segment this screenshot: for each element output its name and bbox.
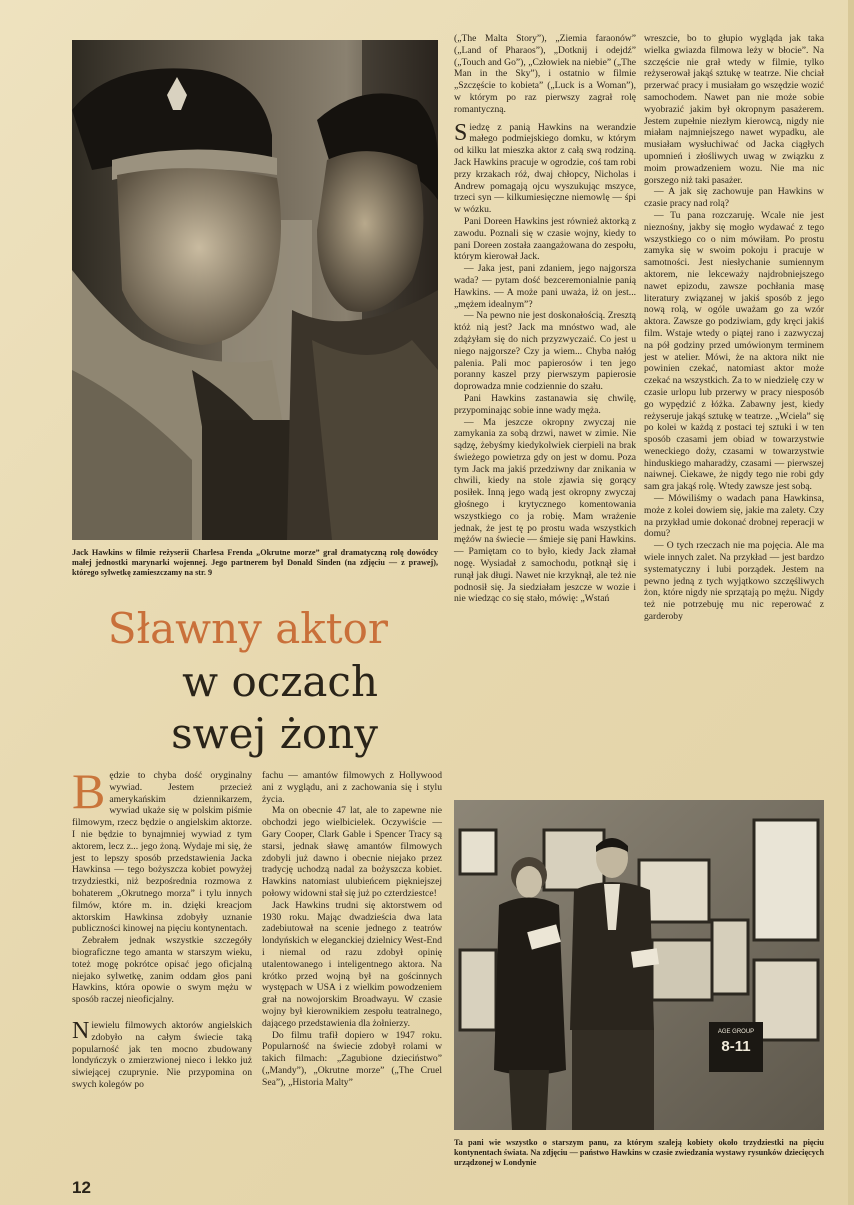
page-edge — [848, 0, 854, 1205]
photo-film-still — [72, 40, 438, 540]
col4-paragraph-5: — O tych rzeczach nie ma pojęcia. Ale ma wiele innych zalet. Na przykład — jest bardzo systematyczny i lubi porządek. Jestem na pewno jedną z tych wyjątkowo szczęśliwych żon, które nigdy nie sprzątają po mężu. Nigdy też nie potrzebuję mu nic reperować z garderoby — [644, 540, 824, 623]
col3-paragraph-5: — Na pewno nie jest doskonałością. Zresztą któż nią jest? Jack ma mnóstwo wad, ale zdążyłam się do nich przyzwyczaić. Co jest u niego najgorsze? Czy ja wiem... Chyba nałóg palenia. Pali moc papierosów i ten jego poranny kaszel przy pierwszym papierosie doprowadza mnie codziennie do szału. — [454, 310, 636, 393]
col2-paragraph-3: Jack Hawkins trudni się aktorstwem od 1930 roku. Mając dwadzieścia dwa lata zadebiutował na scenie jednego z teatrów londyńskich w eleganckiej dzielnicy West-End i niemal od razu zdobył opinię utalentowanego i inteligentnego aktora. Na krótko przed wojną był na gościnnych występach w USA i z wielkim powodzeniem grał na nowojorskim Broadwayu. W czasie wojny był kierownikiem zespołu teatralnego, dającego przedstawienia dla żołnierzy. — [262, 899, 442, 1029]
text-column-2 — [262, 770, 442, 1089]
sign-line-2: 8-11 — [721, 1038, 751, 1055]
page-number: 12 — [72, 1178, 91, 1197]
text-column-3 — [454, 33, 636, 605]
dropcap-s: S — [454, 119, 468, 146]
dropcap-n: N — [72, 1017, 90, 1044]
article-headline — [72, 602, 448, 760]
col2-paragraph-4: Do filmu trafił dopiero w 1947 roku. Popularność na świecie zdobył rolami w takich filmach: „Zagubione dzieciństwo” („Mandy”), „Okrutne morze” („The Cruel Sea”), „Historia Malty” — [262, 1029, 442, 1088]
col3-paragraph-2: Siedzę z panią Hawkins na werandzie małego podmiejskiego domku, w którym od kilku lat mieszka aktor z całą swą rodziną. Jack Hawkins pracuje w ogrodzie, coś tam robi przy krzakach róż, dwaj chłopcy, Nicholas i Andrew pomagają ojcu wyszukując mszyce, trzeci syn — kilkumiesięczne niemowlę — śpi w wózku. — [454, 119, 636, 216]
sign-line-1: AGE GROUP — [717, 1029, 755, 1035]
age-group-sign — [709, 1022, 763, 1072]
photo-exhibition — [454, 800, 824, 1130]
film-still-image — [72, 40, 438, 540]
col3-paragraph-7: — Ma jeszcze okropny zwyczaj nie zamykania za sobą drzwi, nawet w zimie. Nie sądzę, żebyśmy kiedykolwiek cierpieli na brak świeżego powietrza gdy on jest w domu. Poza tym Jack ma jakiś przedziwny dar znikania w chwili, kiedy na stole zjawia się gorący posiłek. Inną jego wadą jest okropny zwyczaj głośnego i krytycznego komentowania wszystkiego co ja robię. Mam wrażenie jednak, że jest tę po prostu wada wszystkich mężów na świecie — śmieje się pani Hawkins. — Pamiętam co to było, kiedy Jack złamał nogę. Wysiadał z samochodu, potknął się i runął jak długi. Nawet nie krzyknął, ale też nie podnosił się. Ja siedziałam jeszcze w wozie i nie wiedząc co się stało, mówię: „Wstań — [454, 416, 636, 605]
col3-paragraph-3: Pani Doreen Hawkins jest również aktorką z zawodu. Poznali się w czasie wojny, kiedy to pani Doreen została zaangażowana do zespołu, którym kierował Jack. — [454, 215, 636, 263]
col1-paragraph-3: Niewielu filmowych aktorów angielskich zdobyło na całym świecie taką popularność jak ten mocno zbudowany londyńczyk o zmierzwionej nieco i lekko już siwiejącej czuprynie. Nie przypomina on swych kolegów po — [72, 1017, 252, 1090]
text-column-1 — [72, 763, 252, 1091]
headline-line-3: swej żony — [171, 709, 378, 758]
headline-line-1: Sławny aktor — [107, 604, 388, 653]
photo-bottom-caption: Ta pani wie wszystko o starszym panu, za którym szaleją kobiety około trzydziestki na pięciu kontynentach świata. Na zdjęciu — państwo Hawkins w czasie zwiedzania wystawy rysunków dziecięcych urządzonej w Londynie — [454, 1138, 824, 1167]
col4-paragraph-4: — Mówiliśmy o wadach pana Hawkinsa, może z kolei dowiem się, jakie ma zalety. Czy na przykład umie dokonać drobnej reperacji w domu? — [644, 493, 824, 540]
headline-line-2: w oczach — [182, 657, 378, 706]
col1-paragraph-1: Będzie to chyba dość oryginalny wywiad. Jestem przecież amerykańskim dziennikarzem, wywiad ukaże się w polskim piśmie filmowym, rzecz będzie o angielskim aktorze. I nie będzie to bynajmniej wywiad z tym aktorem, lecz z... jego żoną. Wydaje mi się, że jest to lepszy sposób przedstawienia Jacka Hawkinsa — tego bożyszcza kobiet powyżej trzydziestki, niż bezpośrednia rozmowa z bohaterem „Okrutnego morza” i tylu innych filmów, które m. in. dzięki kreacjom aktorskim Hawkinsa zdobyły uznanie publiczności kinowej na pięciu kontynentach. — [72, 763, 252, 935]
col3-paragraph-1: („The Malta Story”), „Ziemia faraonów” („Land of Pharaos”), „Dotknij i odejdź” („Touch and Go”), „Człowiek na niebie” („The Man in the Sky”), i ostatnio w filmie „Szczęście to kobieta” („Luck is a Woman”), w którym po raz pierwszy zagrał rolę romantyczną. — [454, 33, 636, 115]
col3-paragraph-4: — Jaka jest, pani zdaniem, jego najgorsza wada? — pytam dość bezceremonialnie panią Hawkins. — A może pani uważa, iż on jest... „mężem idealnym”? — [454, 263, 636, 310]
col4-paragraph-2: — A jak się zachowuje pan Hawkins w czasie pracy nad rolą? — [644, 186, 824, 210]
col3-paragraph-6: Pani Hawkins zastanawia się chwilę, przypominając sobie inne wady męża. — [454, 392, 636, 416]
exhibition-image — [454, 800, 824, 1130]
col4-paragraph-3: — Tu pana rozczaruję. Wcale nie jest nieznośny, jakby się mogło wydawać z tego wszystkiego co o nim mówiłam. Po prostu zamyka się w swoim pokoju i pracuje w samotności. Jest niesłychanie sumiennym aktorem, nie lekceważy najdrobniejszego nawet epizodu, zawsze pochłania masę literatury związanej w jakiś sposób z jego nową rolą, w ogóle uważam go za wzór aktora. Zawsze go podziwiam, gdy kręci jakiś film. Wstaje wtedy o piątej rano i zazwyczaj na pół godziny przed umówionym terminem jest w atelier. Mówi, że na aktora nikt nie powinien czekać, natomiast aktor może czekać na wszystkich. Za to w niedzielę czy w czasie urlopu lub przerwy w pracy niesposób go wypędzić z łóżka. Zabawny jest, kiedy reżyseruje jakąś sztukę w teatrze. „Wciela” się po kolei w każdą z postaci tej sztuki i w ten sposób czasami jem obiad w towarzystwie weneckiego doży, czasami w towarzystwie hinduskiego maharadży, czasami — pierwszej naiwnej. Ciekawe, że nigdy tego nie robi gdy sam gra jakąś rolę. Wtedy zawsze jest sobą. — [644, 209, 824, 493]
col2-paragraph-1: fachu — amantów filmowych z Hollywood ani z wyglądu, ani z zachowania się i stylu życia. — [262, 770, 442, 805]
photo-top-caption: Jack Hawkins w filmie reżyserii Charlesa Frenda „Okrutne morze” grał dramatyczną rolę dowódcy małej jednostki marynarki wojennej. Jego partnerem był Donald Sinden (na zdjęciu — z prawej), którego sylwetkę zamieszczamy na str. 9 — [72, 548, 438, 577]
col1-paragraph-2: Zebrałem jednak wszystkie szczegóły biograficzne tego amanta w starszym wieku, toteż mogę pokrótce opisać jego oficjalną niejako sylwetkę, zanim oddam głos pani Hawkins, która opowie o swym mężu w sposób raczej nieoficjalny. — [72, 935, 252, 1006]
dropcap-b: B — [72, 763, 106, 819]
col2-paragraph-2: Ma on obecnie 47 lat, ale to zapewne nie obchodzi jego wielbicielek. Oczywiście — Gary Cooper, Clark Gable i Spencer Tracy są starsi, jednak sławę amantów filmowych zdobyli już dawno i obecnie niejako przez tradycję uchodzą nadal za bożyszcza kobiet. Hawkins natomiast ulubieńcem piękniejszej połowy widowni stał się już po czterdziestce! — [262, 805, 442, 899]
col4-paragraph-1: wreszcie, bo to głupio wygląda jak taka wielka gwiazda filmowa leży w błocie”. Na szczęście nie grał wtedy w filmie, tylko reżyserował jakąś sztukę w teatrze. Nie chciał przerwać pracy i musiałam go wszędzie wozić samochodem. Nawet pan nie może sobie wyobrazić jakim był okropnym pasażerem. Jestem zupełnie niezłym kierowcą, nigdy nie miałam najmniejszego nawet wypadku, ale musiałam wysłuchiwać od Jacka ciągłych upomnień i złośliwych uwag w związku z moim prowadzeniem wozu. Nie ma nic gorszego niż taki pasażer. — [644, 33, 824, 186]
text-column-4 — [644, 33, 824, 623]
